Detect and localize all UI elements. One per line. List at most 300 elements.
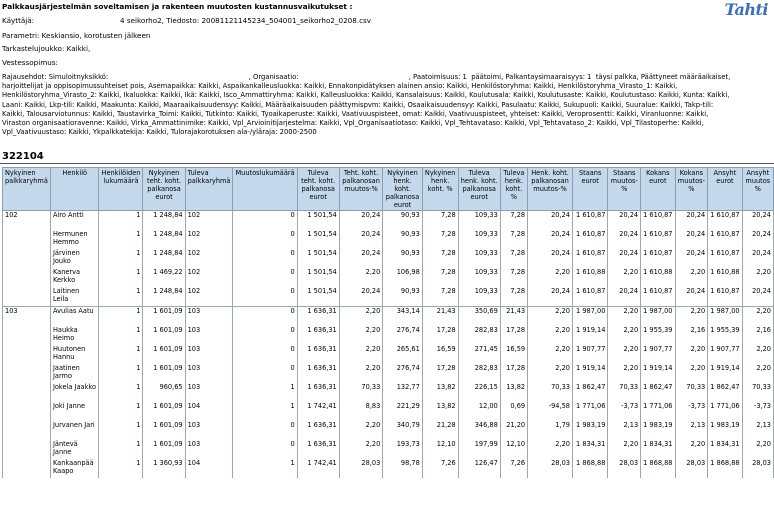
cell-value: 346,88 [458,421,500,440]
cell-value: 0 [233,230,297,249]
cell-value: 276,74 [383,326,422,345]
cell-value: 21,43 [500,307,527,327]
table-row [3,268,774,287]
cell-value: 70,33 [608,383,641,402]
cell-person: Kanerva Kerkko [50,268,99,287]
cell-value: -3,73 [675,402,708,421]
cell-group [3,364,51,383]
cell-value: 2,20 [528,364,573,383]
cell-value: 21,28 [422,421,458,440]
cell-value: 1 955,39 [641,326,675,345]
cell-value: 109,33 [458,287,500,307]
column-header: Ansyht eurot [708,168,742,211]
cell-value: 1 [99,383,143,402]
cell-person: Hermunen Hemmo [50,230,99,249]
cell-value: 2,20 [528,345,573,364]
cell-value: 70,33 [339,383,383,402]
table-row [3,402,774,421]
cell-value: 1 501,54 [297,268,339,287]
cell-value: 28,03 [608,459,641,478]
cell-value: 0 [233,287,297,307]
cell-value: 282,83 [458,326,500,345]
table-row [3,421,774,440]
cell-group: 103 [3,307,51,327]
cell-value: 1 919,14 [641,364,675,383]
cell-value: 1 [99,326,143,345]
cell-value: 1 919,14 [572,326,607,345]
cell-value: 20,24 [528,230,573,249]
cell-value: 0 [233,364,297,383]
column-header: Ansyht muutos % [742,168,773,211]
cell-value: 103 [185,421,233,440]
cell-value: 2,20 [339,307,383,327]
cell-person: Huutonen Hannu [50,345,99,364]
table-row [3,230,774,249]
column-header: Tuleva palkkaryhmä [185,168,233,211]
cell-value: 1 601,09 [143,345,185,364]
cell-value: 1 [233,459,297,478]
cell-value: 1 248,84 [143,211,185,231]
cell-person: Haukka Heimo [50,326,99,345]
cell-value: 2,20 [528,326,573,345]
cell-value: 2,20 [608,440,641,459]
cell-value: 0 [233,268,297,287]
cell-value: 2,20 [608,345,641,364]
cell-value: 1 636,31 [297,364,339,383]
cell-value: 7,28 [422,249,458,268]
cell-person: Jaatinen Jarmo [50,364,99,383]
cell-value: 20,24 [675,230,708,249]
cell-value: 70,33 [675,383,708,402]
cell-value: 1 610,87 [708,211,742,231]
target-group-line: Tarkastelujoukko: Kaikki, [2,44,91,53]
cell-value: 2,20 [742,268,773,287]
cell-group [3,421,51,440]
table-row [3,440,774,459]
cell-value: 1 610,87 [572,249,607,268]
cell-value: 1 868,88 [641,459,675,478]
cell-value: 0 [233,421,297,440]
cell-value: 1 636,31 [297,421,339,440]
cell-value: 2,20 [339,421,383,440]
cell-person: Avulias Aatu [50,307,99,327]
cell-value: 102 [185,230,233,249]
cell-value: 221,29 [383,402,422,421]
cell-value: 7,28 [500,249,527,268]
column-header: Staans eurot [572,168,607,211]
cell-value: 1 610,87 [708,287,742,307]
cell-value: 1 [99,230,143,249]
cell-value: 271,45 [458,345,500,364]
cell-value: 103 [185,364,233,383]
cell-group [3,287,51,307]
cell-value: 7,28 [422,230,458,249]
cell-value: 12,10 [500,440,527,459]
parameter-line: Parametri: Keskiansio, korotusten jälkeen [2,31,151,40]
cell-value: 1 636,31 [297,307,339,327]
cell-value: 1 [99,268,143,287]
cell-value: 1 834,31 [572,440,607,459]
cell-value: 20,24 [742,249,773,268]
cell-value: 197,99 [458,440,500,459]
cell-value: 2,20 [339,364,383,383]
cell-value: 20,24 [339,211,383,231]
cell-value: 90,93 [383,230,422,249]
cell-person: Jokela Jaakko [50,383,99,402]
cell-value: 1 501,54 [297,249,339,268]
cell-value: 1 862,47 [572,383,607,402]
cell-value: 21,43 [422,307,458,327]
cell-value: 103 [185,345,233,364]
cell-value: 2,20 [675,364,708,383]
cell-value: 2,20 [528,440,573,459]
column-header: Nykyinen teht. koht. palkanosa eurot [143,168,185,211]
table-row [3,287,774,307]
cell-value: 0 [233,249,297,268]
cell-value: 343,14 [383,307,422,327]
cell-value: 1 834,31 [641,440,675,459]
user-file-info: 4 seikorho2, Tiedosto: 20081121145234_504001_seikorho2_0208.csv [120,16,372,25]
divider [0,163,774,164]
cell-value: 1 742,41 [297,402,339,421]
cell-value: 1 636,31 [297,326,339,345]
cell-value: 102 [185,268,233,287]
table-header-row [3,168,774,211]
cell-value: 7,28 [422,287,458,307]
cell-value: 20,24 [339,230,383,249]
cell-value: 1 610,87 [572,230,607,249]
cell-value: 1 501,54 [297,230,339,249]
cell-person: Joki Janne [50,402,99,421]
cell-value: 1,79 [528,421,573,440]
cell-value: 132,77 [383,383,422,402]
table-row [3,211,774,231]
column-header: Muutoslukumäärä [233,168,297,211]
cell-value: 20,24 [528,287,573,307]
cell-group [3,249,51,268]
cell-value: 1 919,14 [572,364,607,383]
cell-value: 1 610,87 [572,211,607,231]
cell-value: 1 248,84 [143,287,185,307]
cell-value: 2,20 [339,345,383,364]
cell-value: 20,24 [742,287,773,307]
cell-value: 1 868,88 [708,459,742,478]
column-header: Kokans muutos-% [675,168,708,211]
cell-group [3,268,51,287]
cell-value: 126,47 [458,459,500,478]
cell-value: 1 360,93 [143,459,185,478]
cell-value: 0 [233,326,297,345]
cell-value: 28,03 [339,459,383,478]
cell-value: 1 [99,364,143,383]
cell-value: 1 [99,249,143,268]
cell-value: 1 636,31 [297,345,339,364]
cell-value: 70,33 [742,383,773,402]
cell-value: 20,24 [742,230,773,249]
cell-group [3,326,51,345]
cell-value: 1 955,39 [708,326,742,345]
cell-value: 2,20 [675,345,708,364]
cell-value: 20,24 [608,287,641,307]
cell-value: 28,03 [742,459,773,478]
cell-value: 17,28 [422,326,458,345]
cell-value: 1 248,84 [143,230,185,249]
cell-value: 0,69 [500,402,527,421]
cell-value: 960,65 [143,383,185,402]
cell-value: 2,16 [742,326,773,345]
cell-value: 1 469,22 [143,268,185,287]
cell-value: 20,24 [675,249,708,268]
cell-person: Kankaanpää Kaapo [50,459,99,478]
cell-value: 8,83 [339,402,383,421]
cell-value: 103 [185,383,233,402]
table-row [3,249,774,268]
column-header: Nykyinen henk. koht. % [422,168,458,211]
cell-value: 109,33 [458,249,500,268]
cell-value: 2,20 [608,268,641,287]
column-header: Tuleva teht. koht. palkanosa eurot [297,168,339,211]
cell-value: 350,69 [458,307,500,327]
cell-value: 1 636,31 [297,383,339,402]
cell-value: 21,20 [500,421,527,440]
cell-value: 1 771,06 [572,402,607,421]
cell-value: 7,26 [500,459,527,478]
cell-value: 103 [185,307,233,327]
cell-value: 1 771,06 [708,402,742,421]
table-row [3,364,774,383]
cell-group [3,383,51,402]
cell-value: 265,61 [383,345,422,364]
cell-value: 20,24 [608,230,641,249]
cell-group [3,440,51,459]
cell-value: 1 987,00 [641,307,675,327]
cell-value: 2,13 [675,421,708,440]
cell-group [3,230,51,249]
cell-value: 7,28 [500,268,527,287]
column-header: Henkilöiden lukumäärä [99,168,143,211]
column-header: Henkilö [50,168,99,211]
cell-value: 2,20 [675,440,708,459]
column-header: Nykyinen palkkaryhmä [3,168,51,211]
cell-value: 1 834,31 [708,440,742,459]
cell-value: 20,24 [528,211,573,231]
cell-value: 1 [99,440,143,459]
column-header: Kokans eurot [641,168,675,211]
cell-value: 1 907,77 [708,345,742,364]
cell-value: 282,83 [458,364,500,383]
cell-value: 109,33 [458,211,500,231]
tahti-logo: Tahti [724,0,768,19]
cell-value: 1 610,88 [641,268,675,287]
cell-value: 1 601,09 [143,326,185,345]
cell-value: 2,20 [675,268,708,287]
cell-value: 2,20 [742,345,773,364]
cell-value: 1 987,00 [572,307,607,327]
cell-value: 102 [185,249,233,268]
cell-value: 2,20 [608,364,641,383]
cell-value: 7,28 [500,211,527,231]
cell-person: Järvinen Jouko [50,249,99,268]
cell-value: 1 601,09 [143,440,185,459]
cell-value: 1 610,87 [641,287,675,307]
cell-value: 2,20 [608,307,641,327]
cell-person: Jäntevä Janne [50,440,99,459]
cell-value: 7,26 [422,459,458,478]
column-header: Tuleva henk. koht. palkanosa eurot [458,168,500,211]
cell-value: 1 610,88 [572,268,607,287]
column-header: Staans muutos-% [608,168,641,211]
report-title: Palkkausjärjestelmän soveltamisen ja rakenteen muutosten kustannusvaikutukset : [2,2,353,11]
cell-value: 1 862,47 [708,383,742,402]
cell-value: 13,82 [500,383,527,402]
cell-value: 1 601,09 [143,421,185,440]
cell-group [3,402,51,421]
cell-value: 1 610,87 [572,287,607,307]
group-id: 322104 [2,151,44,162]
cell-value: 1 862,47 [641,383,675,402]
cell-value: 1 983,19 [708,421,742,440]
cell-value: 98,78 [383,459,422,478]
cell-value: 13,82 [422,383,458,402]
cell-value: 17,28 [422,364,458,383]
column-header: Henk. koht. palkanosan muutos-% [528,168,573,211]
cell-value: 7,28 [422,211,458,231]
cell-value: 103 [185,440,233,459]
cell-person: Jurvanen Jari [50,421,99,440]
cell-person: Airo Antti [50,211,99,231]
cell-value: 1 983,19 [572,421,607,440]
cell-value: -3,73 [608,402,641,421]
cell-value: 1 [233,402,297,421]
cell-value: 2,20 [742,307,773,327]
cell-value: 17,28 [500,326,527,345]
cell-value: 1 610,88 [708,268,742,287]
cell-value: 2,20 [742,440,773,459]
cell-value: 1 [99,307,143,327]
cell-value: 20,24 [608,249,641,268]
cell-value: 20,24 [528,249,573,268]
cell-value: 1 610,87 [708,230,742,249]
cell-value: 17,28 [500,364,527,383]
cell-value: 20,24 [608,211,641,231]
table-row [3,383,774,402]
cell-value: 1 610,87 [641,230,675,249]
cell-value: 2,20 [339,268,383,287]
scenario-line: Vestessopimus: [2,58,58,67]
cell-value: 13,82 [422,402,458,421]
cell-value: -94,58 [528,402,573,421]
cell-value: -3,73 [742,402,773,421]
cell-value: 104 [185,459,233,478]
cell-value: 16,59 [422,345,458,364]
cell-value: 1 501,54 [297,211,339,231]
cell-value: 102 [185,287,233,307]
cell-value: 1 248,84 [143,249,185,268]
cell-value: 7,28 [500,287,527,307]
cell-value: 1 [99,345,143,364]
cell-value: 28,03 [528,459,573,478]
cell-value: 1 919,14 [708,364,742,383]
table-row [3,326,774,345]
cell-value: 1 [99,402,143,421]
cell-value: 2,13 [608,421,641,440]
cell-value: 2,20 [339,326,383,345]
cell-value: 1 771,06 [641,402,675,421]
cell-value: 20,24 [675,287,708,307]
cell-value: 1 [233,383,297,402]
cell-value: 1 610,87 [641,211,675,231]
cell-value: 1 636,31 [297,440,339,459]
cell-value: 2,13 [742,421,773,440]
cell-value: 1 610,87 [641,249,675,268]
cell-value: 0 [233,345,297,364]
cell-value: 109,33 [458,268,500,287]
user-label: Käyttäjä: [2,16,35,25]
cell-person: Laitinen Leila [50,287,99,307]
cell-value: 1 610,87 [708,249,742,268]
cell-value: 20,24 [675,211,708,231]
cell-value: 1 601,09 [143,402,185,421]
cell-value: 1 [99,421,143,440]
column-header: Tuleva henk. koht. % [500,168,527,211]
cell-value: 1 987,00 [708,307,742,327]
cell-value: 7,28 [500,230,527,249]
cell-value: 1 501,54 [297,287,339,307]
cell-value: 340,79 [383,421,422,440]
cell-value: 276,74 [383,364,422,383]
cell-value: 0 [233,211,297,231]
cell-value: 0 [233,307,297,327]
cell-value: 1 [99,211,143,231]
cell-value: 1 983,19 [641,421,675,440]
cell-value: 90,93 [383,287,422,307]
cell-value: 193,73 [383,440,422,459]
cell-value: 12,00 [458,402,500,421]
cell-value: 12,10 [422,440,458,459]
cell-value: 2,20 [742,364,773,383]
cell-value: 109,33 [458,230,500,249]
cell-group: 102 [3,211,51,231]
cell-value: 106,98 [383,268,422,287]
cell-value: 2,20 [528,268,573,287]
cell-group [3,459,51,478]
cell-value: 2,16 [675,326,708,345]
cell-value: 20,24 [339,287,383,307]
cell-value: 104 [185,402,233,421]
cell-value: 90,93 [383,211,422,231]
cell-group [3,345,51,364]
cell-value: 2,20 [528,307,573,327]
column-header: Nykyinen henk. koht. palkanosa eurot [383,168,422,211]
table-row [3,307,774,327]
cell-value: 102 [185,211,233,231]
cell-value: 2,20 [339,440,383,459]
cell-value: 70,33 [528,383,573,402]
cell-value: 2,20 [675,307,708,327]
cell-value: 0 [233,440,297,459]
table-row [3,345,774,364]
cell-value: 16,59 [500,345,527,364]
cost-table [2,167,774,478]
cell-value: 1 601,09 [143,364,185,383]
cell-value: 1 601,09 [143,307,185,327]
cell-value: 103 [185,326,233,345]
cell-value: 20,24 [742,211,773,231]
restrictions-text: Rajausehdot: Simuloitnyksikkö: , Organisaatio: , Paatoimisuus: 1 päätoimi, Palkantaysimaaraisyys: 1 täysi palkka, Päättyneet määräaikaiset, harjoittelijat ja oppisopimussuhteiset pois, Asemapaikka: Kaikki, Aspaikankalleusluokka: Kaikki, Ennakonpidätyksen alainen ansio: Kaikki, Henkilöstoryhma: Kaikki, Henkilöstoryhma_Virasto_1: Kaikki, Henkilöstoryhma_Virasto_2: Kaikki, Ikaluokka: Kaikki, Ikä: Kaikki, Isco_Ammattiryhma: Kaikki, Kalleusluokka: Kaikki, Kansalaisuus: Kaikki, Koulutusala: Kaikki, Koulutusaste: Kaikki, Koulutustaso: Kaikki, Kunta: Kaikki, Laani: Kaikki, Lkp-tili: Kaikki, Maakunta: Kaikki, Maaraaikaisuudensyy: Kaikki, Määräaikaisuuden päättymispvm: Kaikki, Osaaikaisuudensyy: Kaikki, Pasulaatu: Kaikki, Sukupuoli: Kaikki, Suuralue: Kaikki, Takp-tili: Kaikki, Talousarviotunnus: Kaikki, Taustavirka_Toimi: Kaikki, Tutkinto: Kaikki, Tyoaikaperuste: Kaikki, Vaativuuspisteet, omat: Kaikki, Vaativuuspisteet, yhteiset: Kaikki, Veroprosentti: Kaikki, Viranluonne: Kaikki, Viraston organisaatioravenne: Kaikki, Virka_Ammattinimike: Kaikki, Vpl_Arvioinitijarjestelma: Kaikki, Vpl_Organisaatiotaso: Kaikki, Vpl_Tehtavataso: Kaikki, Vpl_Tehtavataso_2: Kaikki, Vpl_Tilastoperhe: Kaikki, Vpl_Vaativuustaso: Kaikki, Ykpalkkatekija: Kaikki, Tulorajakorotuksen ala-/yläraja: 2000-2500 [2,73,731,137]
cell-value: 28,03 [675,459,708,478]
cell-value: 1 [99,287,143,307]
cell-value: 20,24 [339,249,383,268]
